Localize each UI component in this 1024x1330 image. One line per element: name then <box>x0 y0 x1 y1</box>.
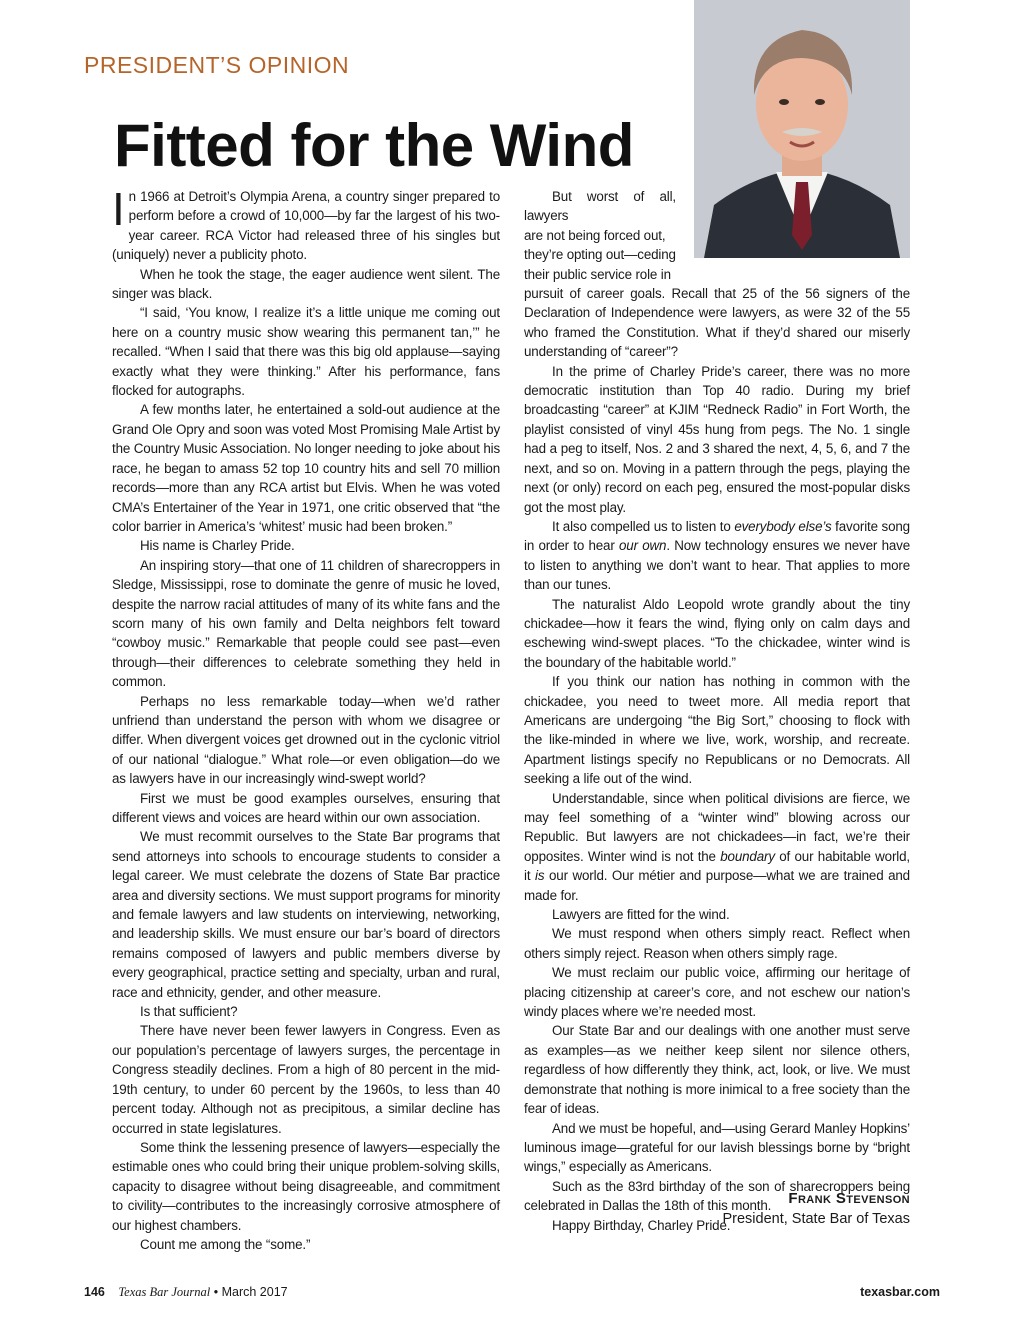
right-paragraph: We must reclaim our public voice, affirming our heritage of placing citizenship at career’s core, and not eschew our nation’s windy places where we’re needed most. <box>524 965 910 1020</box>
right-paragraph: If you think our nation has nothing in common with the chickadee, you need to tweet more. All media report that Americans are undergoing “the Big Sort,” choosing to flock with the like-minded in where we live, work, worship, and recreate. Apartment listings specify no Republicans or no Democrats. All seeking a life out of the wind. <box>524 674 910 787</box>
right-paragraph: Understandable, since when political divisions are fierce, we may feel something of a “winter wind” blowing across our Republic. But lawyers are not chickadees—in fact, we’re their opposites. Winter wind is not the boundary of our habitable world, it is our world. Our métier and purpose—what we are trained and made for. <box>524 790 910 903</box>
left-paragraph: Count me among the “some.” <box>140 1236 311 1252</box>
right-paragraph: Lawyers are fitted for the wind. <box>552 907 730 923</box>
right-paragraph: pursuit of career goals. Recall that 25 of the 56 signers of the Declaration of Independence were lawyers, as were 32 of the 55 who framed the Constitution. What if they’d shared our miserly understanding of “career”? <box>524 286 910 360</box>
left-paragraph: There have never been fewer lawyers in Congress. Even as our population’s percentage of lawyers surges, the percentage in Congress steadily declines. From a high of 80 percent in the mid-19th century, to under 60 percent by the 1960s, to less than 40 percent today. Although not as precipitous, a similar decline has occurred in state legislatures. <box>112 1023 500 1136</box>
right-narrow-line: are not being forced out, <box>524 227 666 243</box>
right-paragraph: Such as the 83rd birthday of the son of sharecroppers being celebrated in Dallas the 18th of this month. <box>524 1178 910 1214</box>
left-paragraph: Perhaps no less remarkable today—when we’d rather unfriend than understand the person with whom we disagree or differ. When divergent voices get drowned out in the cyclonic vitriol of our national “dialogue.” What role—or even obligation—do we as lawyers have in our increasingly wind-swept world? <box>112 693 500 787</box>
left-paragraph: When he took the stage, the eager audience went silent. The singer was black. <box>112 266 500 302</box>
footer-separator: • <box>213 1285 219 1299</box>
drop-cap: I <box>112 183 125 235</box>
right-paragraph: Happy Birthday, Charley Pride. <box>552 1217 731 1233</box>
right-column <box>524 187 910 1235</box>
issue-date: March 2017 <box>221 1285 288 1299</box>
left-paragraph: First we must be good examples ourselves, ensuring that different views and voices are heard within our own association. <box>112 790 500 825</box>
right-paragraph: Our State Bar and our dealings with one another must serve as examples—as we neither keep silent nor silence others, regardless of how differently they think, act, look, or live. We must demonstrate that nothing is more inimical to a free society than the fear of ideas. <box>524 1023 910 1117</box>
right-paragraph: The naturalist Aldo Leopold wrote grandly about the tiny chickadee—how it fears the wind, flying only on calm days and eschewing wind-swept places. “To the chickadee, winter wind is the boundary of the habitable world.” <box>524 596 910 670</box>
page-number: 146 <box>84 1285 105 1299</box>
right-paragraph: We must respond when others simply react. Reflect when others simply reject. Reason when others simply rage. <box>524 926 910 961</box>
journal-name: Texas Bar Journal <box>118 1285 211 1299</box>
left-paragraph: In 1966 at Detroit’s Olympia Arena, a country singer prepared to perform before a crowd of 10,000—by far the largest of his two-year career. RCA Victor had released three of his singles but (uniquely) never a publicity photo. <box>112 183 500 263</box>
left-column <box>112 183 500 1254</box>
right-paragraph: In the prime of Charley Pride’s career, there was no more democratic institution than Top 40 radio. During my brief broadcasting “career” at KJIM “Redneck Radio” in Fort Worth, the playlist consisted of vinyl 45s hung from pegs. The No. 1 single had a peg to itself, Nos. 2 and 3 shared the next, 4, 5, 6, and 7 the next, and so on. Moving in a pattern through the pegs, playing the next (or only) record on each peg, ensured the most-popular disks got the most play. <box>524 363 910 515</box>
section-label: PRESIDENT’S OPINION <box>84 52 350 78</box>
author-name: Frank Stevenson <box>788 1190 910 1207</box>
right-narrow-line: But worst of all, lawyers <box>524 189 676 224</box>
right-narrow-line: they’re opting out—ceding <box>524 247 676 263</box>
author-title: President, State Bar of Texas <box>722 1211 910 1227</box>
left-paragraph: We must recommit ourselves to the State Bar programs that send attorneys into schools to encourage students to consider a legal career. We must celebrate the dozens of State Bar practice area and diversity sections. We must support programs for minority and female lawyers and law students on interviewing, networking, and leadership skills. We must ensure our bar’s board of directors remains composed of lawyers and public members diverse by every geographical, practice setting and specialty, urban and rural, race and ethnicity, gender, and other measure. <box>112 829 500 1000</box>
right-narrow-block <box>524 187 676 284</box>
right-narrow-line: their public service role in <box>524 266 671 282</box>
left-paragraph: An inspiring story—that one of 11 children of sharecroppers in Sledge, Mississippi, rose to dominate the genre of music he loved, despite the narrow racial attitudes of many of its white fans and the scorn many of his own family and Delta neighbors felt toward “cowboy music.” Remarkable that people could see past—even through—their differences to celebrate something they held in common. <box>112 557 500 690</box>
right-paragraph: It also compelled us to listen to everybody else’s favorite song in order to hear our own. Now technology ensures we never have to listen to anything we don’t want to hear. That applies to more than our tunes. <box>524 518 911 593</box>
left-paragraph: A few months later, he entertained a sold-out audience at the Grand Ole Opry and soon was voted Most Promising Male Artist by the Country Music Association. No longer needing to joke about his race, he began to amass 52 top 10 country hits and sell 70 million records—more than any RCA artist but Elvis. When he was voted CMA’s Entertainer of the Year in 1971, one critic observed that “the color barrier in America’s ‘whitest’ music had been broken.” <box>112 402 500 534</box>
signature-block <box>722 1190 910 1227</box>
website-link[interactable]: texasbar.com <box>860 1285 940 1299</box>
left-paragraph: Some think the lessening presence of lawyers—especially the estimable ones who could bring their unique problem-solving skills, capacity to disagree without being disagreeable, and commitment to civility—contributes to the increasingly corrosive atmosphere of our highest chambers. <box>112 1139 500 1233</box>
left-paragraph: His name is Charley Pride. <box>140 538 295 554</box>
left-paragraph: “I said, ‘You know, I realize it’s a little unique me coming out here on a country music show wearing this permanent tan,’” he recalled. “When I said that there was this big old applause—saying exactly what they were thinking.” After his performance, fans flocked for autographs. <box>112 305 500 399</box>
footer-left <box>84 1285 288 1300</box>
left-paragraph: Is that sufficient? <box>140 1004 238 1020</box>
right-paragraph: And we must be hopeful, and—using Gerard Manley Hopkins’ luminous image—grateful for our lavish blessings borne by “bright wings,” especially as Americans. <box>524 1120 910 1175</box>
article-title: Fitted for the Wind <box>114 112 634 179</box>
